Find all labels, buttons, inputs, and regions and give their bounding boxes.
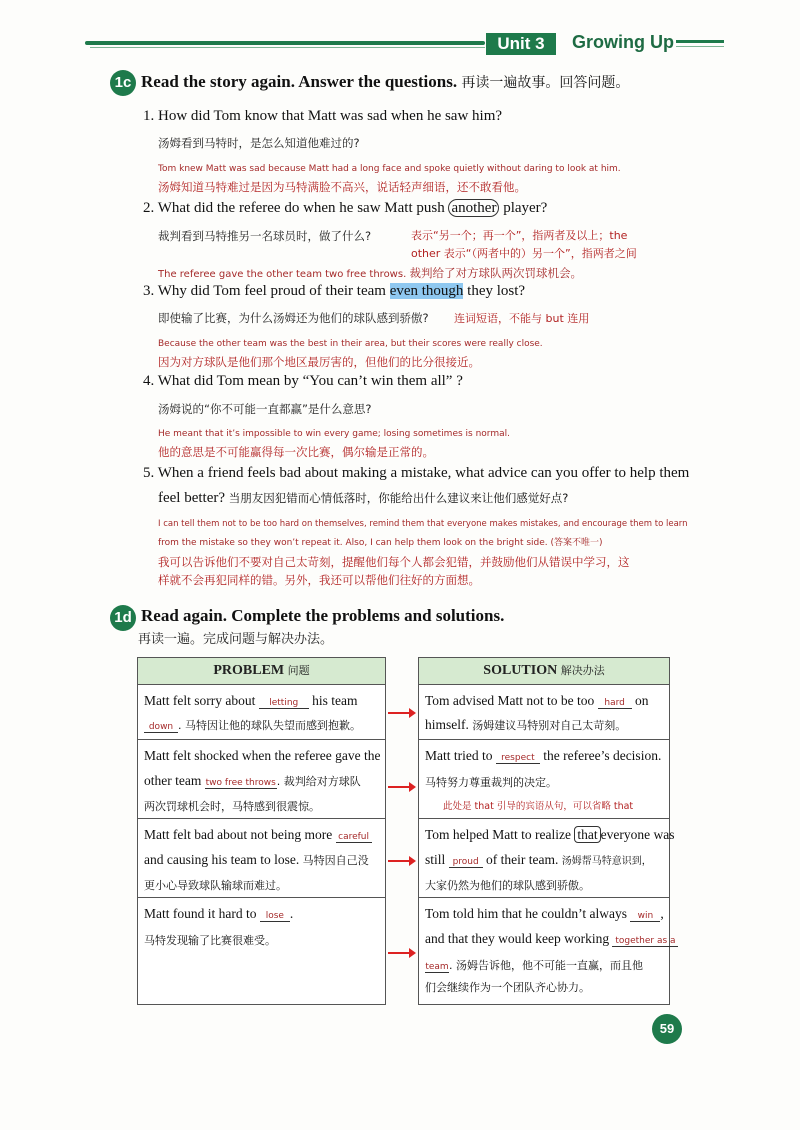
problem-row-3: Matt felt bad about not being more careful and causing his team to lose. 马特因自己没 更小心导致球队输球而难过。 xyxy=(138,819,385,898)
page-number: 59 xyxy=(652,1014,682,1044)
section-title-1d: Read again. Complete the problems and solutions. xyxy=(141,606,505,625)
header-tail-rule xyxy=(676,40,724,43)
question-4-zh: 汤姆说的“你不可能一直都赢”是什么意思? xyxy=(158,402,372,416)
solution-row-1: Tom advised Matt not to be too hard on himself. 汤姆建议马特别对自己太苛刻。 xyxy=(419,685,669,740)
header-rule-thin xyxy=(90,47,485,48)
question-2: 2. What did the referee do when he saw Matt push another player? xyxy=(143,200,548,216)
solution-row-2: Matt tried to respect the referee’s decision. 马特努力尊重裁判的决定。 此处是 that 引导的宾语从句，可以省略 that xyxy=(419,740,669,819)
solution-table xyxy=(418,657,676,1005)
answer-4-zh: 他的意思是不可能赢得每一次比赛，偶尔输是正常的。 xyxy=(158,445,434,459)
problem-row-1: Matt felt sorry about letting his team down . 马特因让他的球队失望而感到抱歉。 xyxy=(138,685,385,740)
note-that-clause: 此处是 that 引导的宾语从句，可以省略 that xyxy=(443,801,634,812)
header-rule xyxy=(85,41,485,45)
problem-row-2: Matt felt shocked when the referee gave the other team two free throws. 裁判给对方球队 两次罚球机会时，马特感到很震惊。 xyxy=(138,740,385,819)
unit-title: Growing Up xyxy=(572,32,674,52)
question-5: 5. When a friend feels bad about making a mistake, what advice can you offer to help them xyxy=(143,465,690,481)
answer-3-zh: 因为对方球队是他们那个地区最厉害的，但他们的比分很接近。 xyxy=(158,355,480,369)
note-another-1: 表示“另一个；再一个”，指两者及以上；the xyxy=(411,229,628,242)
question-5-line2: feel better? 当朋友因犯错而心情低落时，你能给出什么建议来让他们感觉好点? xyxy=(158,490,569,506)
section-badge-1c: 1c xyxy=(110,70,136,96)
arrow-row-3 xyxy=(388,860,414,862)
answer-5-zh-line2: 样就不会再犯同样的错。另外，我还可以帮他们往好的方面想。 xyxy=(158,573,480,587)
answer-5-line2: from the mistake so they won’t repeat it. Also, I can help them look on the bright side. (答案不唯一) xyxy=(158,538,603,548)
question-3: 3. Why did Tom feel proud of their team even though they lost? xyxy=(143,283,526,299)
problem-row-4: Matt found it hard to lose . 马特发现输了比赛很难受。 xyxy=(144,906,294,947)
problem-table xyxy=(137,657,386,1005)
question-3-zh: 即使输了比赛，为什么汤姆还为他们的球队感到骄傲? xyxy=(158,311,429,325)
solution-header: SOLUTION 解决办法 xyxy=(419,658,669,685)
solution-row-3: Tom helped Matt to realize that everyone was still proud of their team. 汤姆帮马特意识到， 大家仍然为他们的球队感到骄傲。 xyxy=(419,819,669,898)
answer-5-line1: I can tell them not to be too hard on themselves, remind them that everyone makes mistakes, and encourage them to learn xyxy=(158,519,688,529)
question-2-zh: 裁判看到马特推另一名球员时，做了什么? xyxy=(158,229,372,243)
circled-word-that: that xyxy=(574,826,600,843)
question-4: 4. What did Tom mean by “You can’t win them all” ? xyxy=(143,373,463,389)
answer-1: Tom knew Matt was sad because Matt had a long face and spoke quietly without daring to look at him. xyxy=(158,164,621,174)
highlight-even-though: even though xyxy=(389,283,464,299)
section-title-zh: 再读一遍故事。回答问题。 xyxy=(461,75,630,91)
answer-2: The referee gave the other team two free throws. 裁判给了对方球队两次罚球机会。 xyxy=(158,266,582,280)
note-another-2: other 表示“（两者中的）另一个”，指两者之间 xyxy=(411,247,637,260)
question-1-zh: 汤姆看到马特时，是怎么知道他难过的? xyxy=(158,136,360,150)
arrow-row-1 xyxy=(388,712,414,714)
unit-label: Unit 3 xyxy=(486,33,556,55)
section-title-1c xyxy=(141,72,629,92)
problem-header: PROBLEM 问题 xyxy=(138,658,385,685)
section-title-text: Read the story again. Answer the questions. xyxy=(141,72,458,91)
answer-4: He meant that it’s impossible to win every game; losing sometimes is normal. xyxy=(158,429,510,439)
question-1: 1. How did Tom know that Matt was sad when he saw him? xyxy=(143,108,503,124)
section-badge-1d: 1d xyxy=(110,605,136,631)
circled-word-another: another xyxy=(448,199,499,217)
arrow-row-2 xyxy=(388,786,414,788)
section-title-1d-zh: 再读一遍。完成问题与解决办法。 xyxy=(138,632,334,647)
header-tail-rule-thin xyxy=(676,46,724,47)
answer-3: Because the other team was the best in their area, but their scores were really close. xyxy=(158,339,543,349)
solution-row-4: Tom told him that he couldn’t always win , and that they would keep working together as a team. 汤姆告诉他，他不可能一直赢，而且他 们会继续作为一个团队齐心协力。 xyxy=(419,898,669,1002)
answer-1-zh: 汤姆知道马特难过是因为马特满脸不高兴，说话轻声细语，还不敢看他。 xyxy=(158,180,526,194)
answer-5-zh-line1: 我可以告诉他们不要对自己太苛刻，提醒他们每个人都会犯错，并鼓励他们从错误中学习，这 xyxy=(158,555,630,569)
note-even-though: 连词短语，不能与 but 连用 xyxy=(454,312,590,325)
arrow-row-4 xyxy=(388,952,414,954)
